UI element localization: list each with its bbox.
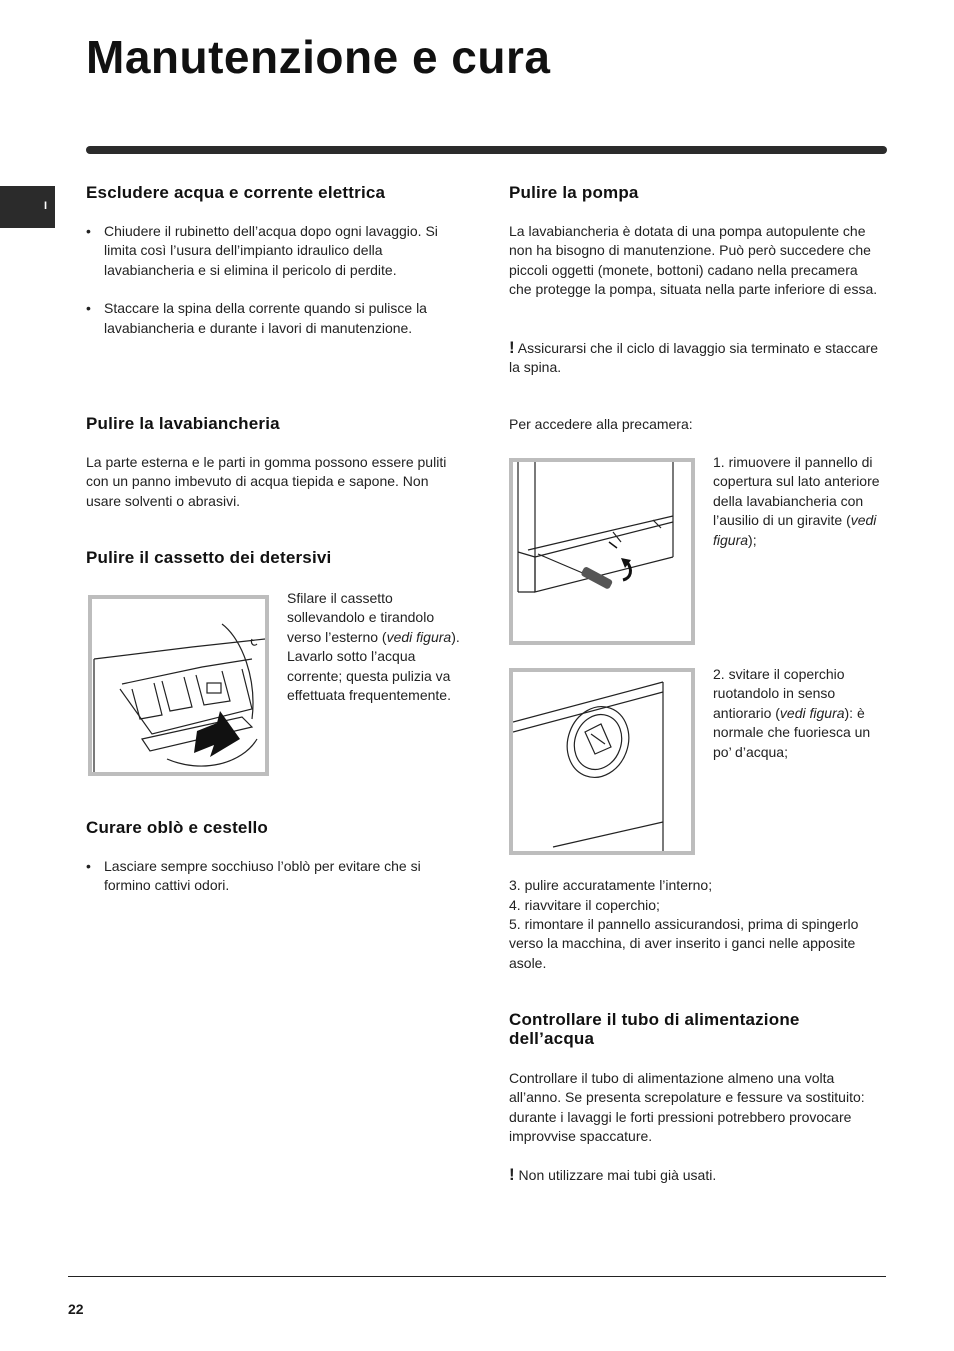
step-4: 4. riavvitare il coperchio; — [509, 897, 660, 913]
list-acqua-corrente — [86, 222, 466, 338]
paragraph-tubo: Controllare il tubo di alimentazione almeno una volta all’anno. Se presenta screpolature e fessure va sostituito: durante i lavaggi le forti pressioni potrebbero provocare improvvise spaccature. — [509, 1070, 865, 1145]
section-heading-lavabiancheria: Pulire la lavabiancheria — [86, 414, 280, 433]
language-tab — [0, 186, 55, 228]
section-heading-pompa: Pulire la pompa — [509, 183, 639, 202]
figure-detergent-drawer — [88, 595, 269, 776]
page-title: Manutenzione e cura — [86, 31, 551, 83]
paragraph-accesso: Per accedere alla precamera: — [509, 416, 693, 432]
section-heading-acqua-corrente: Escludere acqua e corrente elettrica — [86, 183, 386, 202]
list-item: • Lasciare sempre socchiuso l’oblò per evitare che si formino cattivi odori. — [86, 857, 466, 896]
warning-spina: ! Assicurarsi che il ciclo di lavaggio sia terminato e staccare la spina. — [509, 338, 879, 376]
warning-tubi: ! Non utilizzare mai tubi già usati. — [509, 1165, 717, 1184]
page-number: 22 — [68, 1301, 84, 1317]
cover-illustration — [513, 672, 691, 851]
step-2: 2. svitare il coperchio ruotandolo in senso antiorario (vedi figura): è normale che fuoriesca un po’ d’acqua; — [713, 666, 871, 760]
section-heading-cassetto: Pulire il cassetto dei detersivi — [86, 548, 332, 567]
paragraph-cassetto: Sfilare il cassetto sollevandolo e tirandolo verso l’esterno (vedi figura). Lavarlo sotto l’acqua corrente; questa pulizia va effettuata frequentemente. — [287, 590, 460, 704]
section-heading-oblo: Curare oblò e cestello — [86, 818, 269, 837]
paragraph-pompa: La lavabiancheria è dotata di una pompa autopulente che non ha bisogno di manutenzione. Può però succedere che piccoli oggetti (monete, bottoni) cadano nella precamera che protegge la pompa, situata nella parte inferiore di essa. — [509, 223, 878, 298]
paragraph-lavabiancheria: La parte esterna e le parti in gomma possono essere puliti con un panno imbevuto di acqua tiepida e sapone. Non usare solventi o abrasivi. — [86, 454, 447, 509]
section-heading-tubo: Controllare il tubo di alimentazione dell’acqua — [509, 1010, 800, 1048]
figure-unscrew-cover — [509, 668, 695, 855]
panel-illustration — [513, 462, 691, 641]
list-item: • Staccare la spina della corrente quando si pulisce la lavabiancheria e durante i lavori di manutenzione. — [86, 299, 466, 338]
warning-icon: ! — [509, 338, 515, 357]
list-item: • Chiudere il rubinetto dell’acqua dopo ogni lavaggio. Si limita così l’usura dell’impianto idraulico della lavabiancheria e si elimina il pericolo di perdite. — [86, 222, 466, 280]
drawer-illustration — [92, 599, 265, 772]
step-3: 3. pulire accuratamente l’interno; — [509, 877, 713, 893]
list-oblo — [86, 857, 466, 896]
figure-remove-panel — [509, 458, 695, 645]
title-rule — [86, 146, 887, 154]
footer-rule — [68, 1276, 886, 1277]
step-1: 1. rimuovere il pannello di copertura sul lato anteriore della lavabiancheria con l’ausilio di un giravite (vedi figura); — [713, 454, 880, 548]
language-tab-label: I — [44, 200, 48, 212]
step-5: 5. rimontare il pannello assicurandosi, prima di spingerlo verso la macchina, di aver inserito i ganci nelle apposite asole. — [509, 916, 859, 971]
warning-icon: ! — [509, 1165, 515, 1184]
